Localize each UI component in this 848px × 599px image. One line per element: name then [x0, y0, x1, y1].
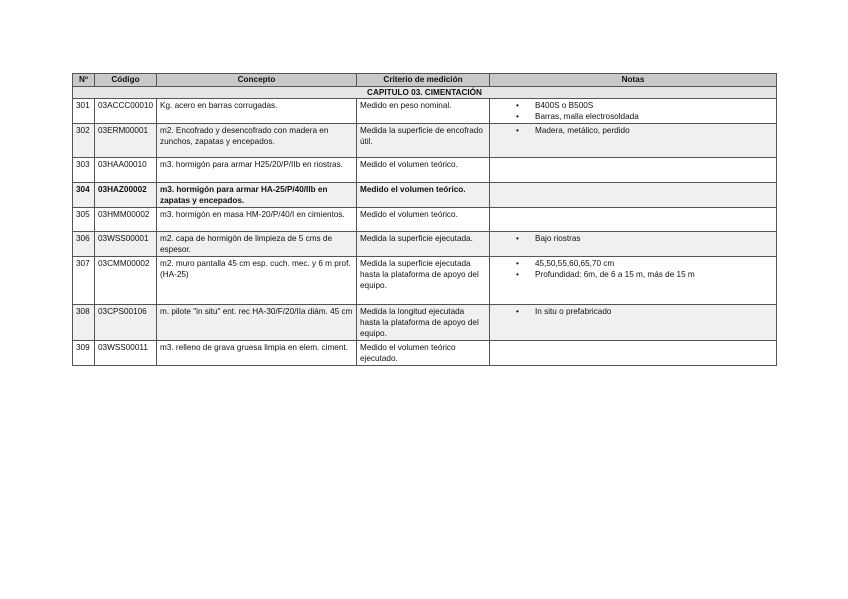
note-item: • Madera, metálico, perdido — [493, 125, 773, 136]
table-row — [73, 124, 777, 158]
row-code: 03CPS00106 — [95, 305, 157, 341]
header-no: Nº — [73, 74, 95, 87]
row-number: 307 — [73, 257, 95, 305]
row-criterion: Medida la superficie ejecutada hasta la plataforma de apoyo del equipo. — [357, 257, 490, 305]
table-row — [73, 341, 777, 366]
header-notas: Notas — [490, 74, 777, 87]
header-codigo: Código — [95, 74, 157, 87]
row-notes — [490, 257, 777, 305]
row-notes — [490, 208, 777, 232]
note-item: • Profundidad: 6m, de 6 a 15 m, más de 15 m — [493, 269, 773, 280]
note-item: • In situ o prefabricado — [493, 306, 773, 317]
row-number: 306 — [73, 232, 95, 257]
row-concept: m2. muro pantalla 45 cm esp. cuch. mec. y 6 m prof. (HA-25) — [157, 257, 357, 305]
row-number: 303 — [73, 158, 95, 183]
row-number: 308 — [73, 305, 95, 341]
row-code: 03ACCC00010 — [95, 99, 157, 124]
row-code: 03HMM00002 — [95, 208, 157, 232]
row-concept: m3. hormigón para armar H25/20/P/IIb en riostras. — [157, 158, 357, 183]
row-code: 03CMM00002 — [95, 257, 157, 305]
table-row — [73, 257, 777, 305]
row-notes — [490, 183, 777, 208]
row-notes — [490, 341, 777, 366]
row-criterion: Medido el volumen teórico. — [357, 208, 490, 232]
row-notes — [490, 99, 777, 124]
row-number: 302 — [73, 124, 95, 158]
header-criterio: Criterio de medición — [357, 74, 490, 87]
table-row — [73, 305, 777, 341]
table-row — [73, 158, 777, 183]
row-notes — [490, 158, 777, 183]
row-number: 305 — [73, 208, 95, 232]
note-item: • Bajo riostras — [493, 233, 773, 244]
chapter-row — [73, 87, 777, 99]
row-criterion: Medida la superficie de encofrado útil. — [357, 124, 490, 158]
row-criterion: Medido el volumen teórico ejecutado. — [357, 341, 490, 366]
row-concept: m. pilote "in situ" ent. rec HA-30/F/20/IIa diám. 45 cm — [157, 305, 357, 341]
row-concept: m3. hormigón en masa HM-20/P/40/I en cimientos. — [157, 208, 357, 232]
row-notes — [490, 305, 777, 341]
table-row — [73, 99, 777, 124]
table-header-row — [73, 74, 777, 87]
row-criterion: Medido el volumen teórico. — [357, 158, 490, 183]
notes-list — [493, 125, 773, 136]
note-item: • 45,50,55,60,65,70 cm — [493, 258, 773, 269]
row-code: 03HAA00010 — [95, 158, 157, 183]
row-criterion: Medida la superficie ejecutada. — [357, 232, 490, 257]
row-code: 03ERM00001 — [95, 124, 157, 158]
table-row — [73, 208, 777, 232]
row-concept: m2. capa de hormigón de limpieza de 5 cms de espesor. — [157, 232, 357, 257]
note-item: • B400S o B500S — [493, 100, 773, 111]
chapter-title: CAPITULO 03. CIMENTACIÓN — [73, 87, 777, 99]
row-code: 03WSS00011 — [95, 341, 157, 366]
row-code: 03WSS00001 — [95, 232, 157, 257]
notes-list — [493, 258, 773, 280]
table-row — [73, 232, 777, 257]
note-item: • Barras, malla electrosoldada — [493, 111, 773, 122]
row-concept: m3. relleno de grava gruesa limpia en elem. ciment. — [157, 341, 357, 366]
row-notes — [490, 124, 777, 158]
notes-list — [493, 306, 773, 317]
row-concept: Kg. acero en barras corrugadas. — [157, 99, 357, 124]
row-criterion: Medido el volumen teórico. — [357, 183, 490, 208]
header-concepto: Concepto — [157, 74, 357, 87]
row-concept: m3. hormigón para armar HA-25/P/40/IIb en zapatas y encepados. — [157, 183, 357, 208]
measurement-criteria-table — [72, 73, 777, 366]
row-number: 309 — [73, 341, 95, 366]
row-criterion: Medida la longitud ejecutada hasta la plataforma de apoyo del equipo. — [357, 305, 490, 341]
notes-list — [493, 100, 773, 122]
table-row — [73, 183, 777, 208]
row-notes — [490, 232, 777, 257]
row-concept: m2. Encofrado y desencofrado con madera en zunchos, zapatas y encepados. — [157, 124, 357, 158]
row-criterion: Medido en peso nominal. — [357, 99, 490, 124]
row-number: 304 — [73, 183, 95, 208]
row-number: 301 — [73, 99, 95, 124]
row-code: 03HAZ00002 — [95, 183, 157, 208]
notes-list — [493, 233, 773, 244]
